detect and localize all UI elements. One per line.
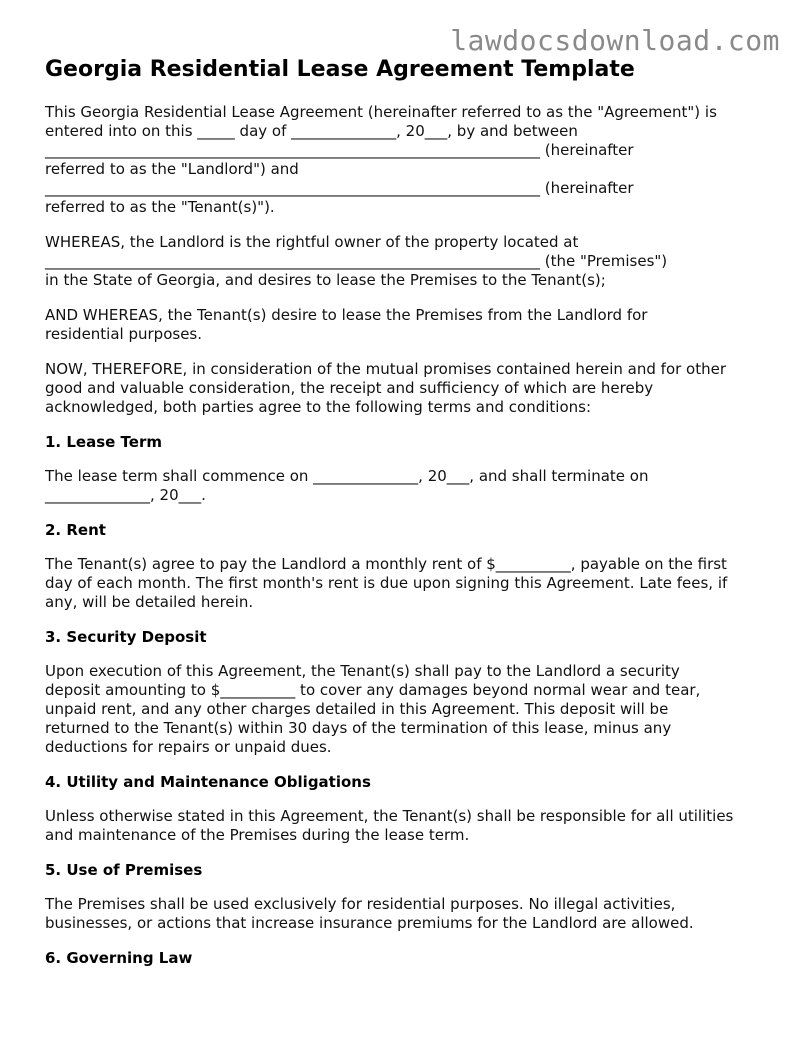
section-body-use-of-premises: The Premises shall be used exclusively for residential purposes. No illegal activities, businesses, or actions that increase insurance premiums for the Landlord are allowed. xyxy=(45,895,694,932)
document-title: Georgia Residential Lease Agreement Template xyxy=(45,57,635,82)
now-therefore-paragraph: NOW, THEREFORE, in consideration of the mutual promises contained herein and for other good and valuable consideration, the receipt and sufficiency of which are hereby acknowledged, both parties agree to the following terms and conditions: xyxy=(45,360,727,416)
section-heading-rent: 2. Rent xyxy=(45,521,106,539)
watermark: lawdocsdownload.com xyxy=(450,24,780,57)
section-heading-governing-law: 6. Governing Law xyxy=(45,949,193,967)
section-heading-use-of-premises: 5. Use of Premises xyxy=(45,861,203,879)
whereas-landlord-paragraph: WHEREAS, the Landlord is the rightful owner of the property located at __________________________________________________________________ (the "Premises") in the State of Georgia, and desires to lease the Premises to the Tenant(s); xyxy=(45,233,668,289)
section-heading-lease-term: 1. Lease Term xyxy=(45,433,162,451)
intro-paragraph: This Georgia Residential Lease Agreement (hereinafter referred to as the "Agreement") is entered into on this _____ day of ______________, 20___, by and between __________________________________________________________________ (hereinafter referred to as the "Landlord") and __________________________________________________________________ (hereinafter referred to as the "Tenant(s)"). xyxy=(45,103,717,216)
section-body-lease-term: The lease term shall commence on ______________, 20___, and shall terminate on ______________, 20___. xyxy=(45,467,649,504)
whereas-tenant-paragraph: AND WHEREAS, the Tenant(s) desire to lease the Premises from the Landlord for residential purposes. xyxy=(45,306,648,343)
document-page xyxy=(45,55,775,983)
section-body-rent: The Tenant(s) agree to pay the Landlord a monthly rent of $__________, payable on the first day of each month. The first month's rent is due upon signing this Agreement. Late fees, if any, will be detailed herein. xyxy=(45,555,728,611)
section-body-utility-maintenance: Unless otherwise stated in this Agreement, the Tenant(s) shall be responsible for all utilities and maintenance of the Premises during the lease term. xyxy=(45,807,734,844)
section-body-security-deposit: Upon execution of this Agreement, the Tenant(s) shall pay to the Landlord a security deposit amounting to $__________ to cover any damages beyond normal wear and tear, unpaid rent, and any other charges detailed in this Agreement. This deposit will be returned to the Tenant(s) within 30 days of the termination of this lease, minus any deductions for repairs or unpaid dues. xyxy=(45,662,701,756)
section-heading-utility-maintenance: 4. Utility and Maintenance Obligations xyxy=(45,773,371,791)
section-heading-security-deposit: 3. Security Deposit xyxy=(45,628,207,646)
